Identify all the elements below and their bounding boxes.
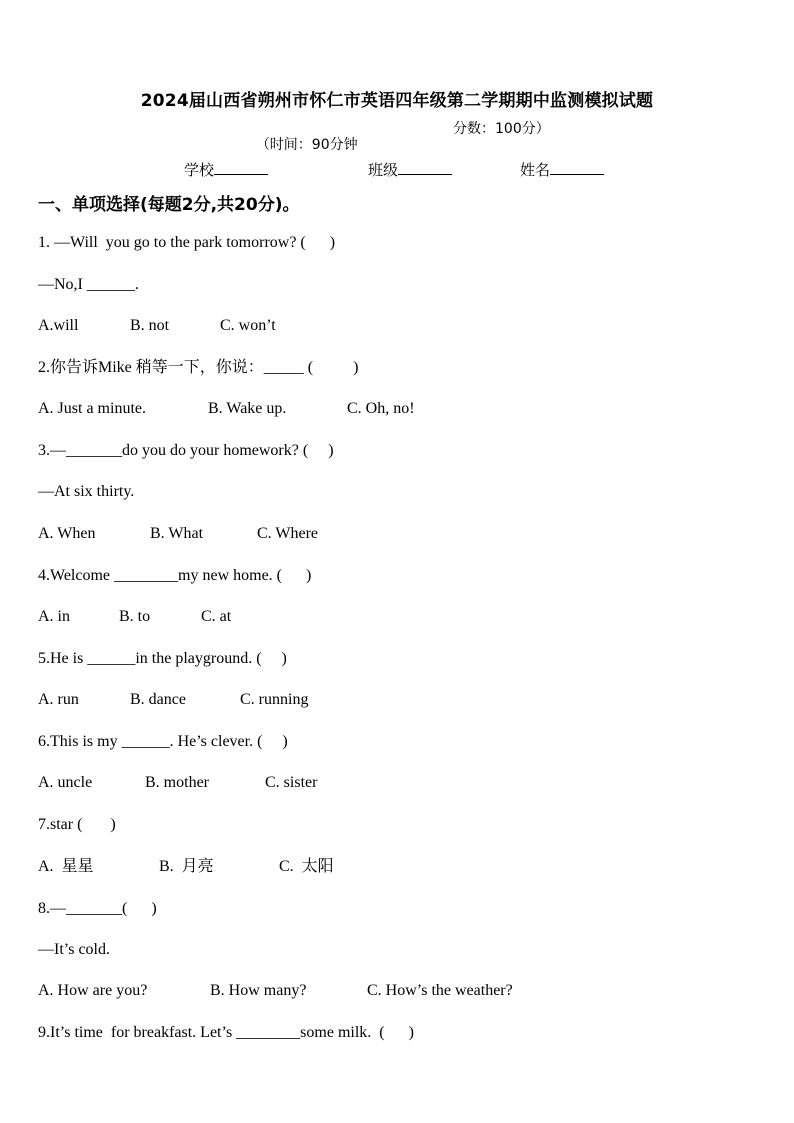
option-b: B. mother <box>145 774 209 791</box>
name-blank[interactable] <box>550 159 604 175</box>
exam-title: 2024届山西省朔州市怀仁市英语四年级第二学期期中监测模拟试题 <box>140 91 654 111</box>
question-5-stem: 5.He is ______in the playground. ( ) <box>38 650 287 667</box>
option-b: B. Wake up. <box>208 400 287 417</box>
question-3-answer: —At six thirty. <box>38 483 135 500</box>
option-b: B. to <box>119 608 151 625</box>
option-c: C. running <box>240 691 309 708</box>
question-8-answer: —It’s cold. <box>38 941 110 958</box>
question-8-stem: 8.—_______( ) <box>38 900 157 917</box>
question-1-answer: —No,I ______. <box>38 276 139 293</box>
question-1-stem: 1. —Will you go to the park tomorrow? ( ) <box>38 234 336 251</box>
question-7-stem: 7.star ( ) <box>38 816 116 833</box>
class-blank[interactable] <box>398 159 452 175</box>
option-c: C. sister <box>265 774 318 791</box>
school-field <box>184 159 268 180</box>
question-6-stem: 6.This is my ______. He’s clever. ( ) <box>38 733 288 750</box>
option-c: C. Oh, no! <box>347 400 415 417</box>
option-a: A.will <box>38 317 79 334</box>
exam-score: 分数：100分） <box>453 121 550 137</box>
option-a: A. Just a minute. <box>38 400 146 417</box>
name-label: 姓名 <box>520 161 551 179</box>
option-b: B. dance <box>130 691 186 708</box>
school-label: 学校 <box>184 161 215 179</box>
option-a: A. uncle <box>38 774 93 791</box>
option-b: B. not <box>130 317 170 334</box>
class-label: 班级 <box>368 161 399 179</box>
option-a: A. run <box>38 691 79 708</box>
option-a: A. 星星 <box>38 858 94 875</box>
option-c: C. How’s the weather? <box>367 982 513 999</box>
option-a: A. in <box>38 608 70 625</box>
class-field <box>368 159 452 180</box>
name-field <box>520 159 604 180</box>
question-9-stem: 9.It’s time for breakfast. Let’s ________some milk. ( ) <box>38 1024 414 1041</box>
option-c: C. 太阳 <box>279 858 334 875</box>
option-c: C. at <box>201 608 232 625</box>
option-b: B. What <box>150 525 204 542</box>
section-heading: 一、单项选择(每题2分,共20分)。 <box>38 195 300 215</box>
school-blank[interactable] <box>214 159 268 175</box>
option-a: A. How are you? <box>38 982 148 999</box>
question-4-stem: 4.Welcome ________my new home. ( ) <box>38 567 312 584</box>
option-b: B. 月亮 <box>159 858 214 875</box>
option-b: B. How many? <box>210 982 307 999</box>
option-a: A. When <box>38 525 96 542</box>
exam-time: （时间：90分钟 <box>255 137 358 153</box>
option-c: C. Where <box>257 525 319 542</box>
question-2-stem: 2.你告诉Mike 稍等一下，你说：_____ ( ) <box>38 359 359 376</box>
question-3-stem: 3.—_______do you do your homework? ( ) <box>38 442 334 459</box>
option-c: C. won’t <box>220 317 276 334</box>
